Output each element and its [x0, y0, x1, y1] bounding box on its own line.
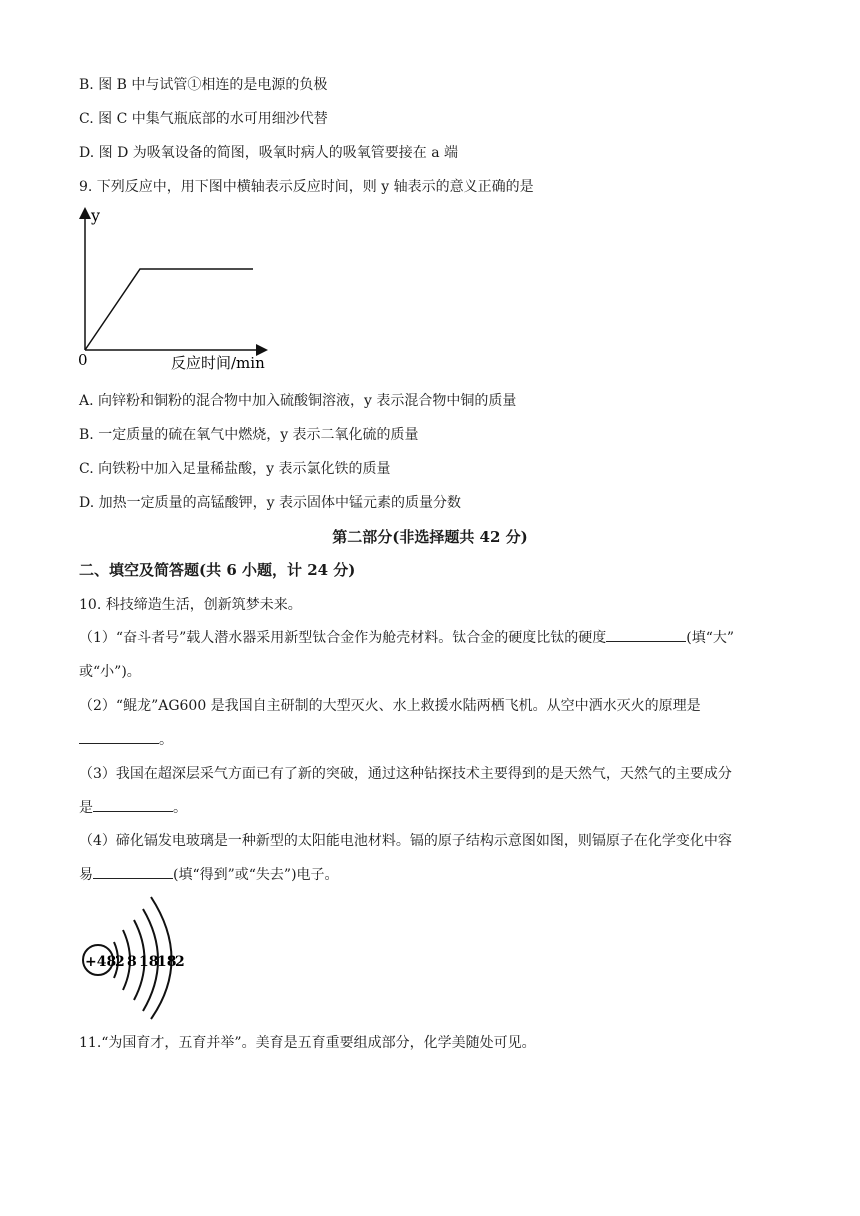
answer-blank-3[interactable]	[93, 799, 173, 812]
x-axis-label: 反应时间/min	[171, 354, 265, 372]
q8-option-d: D. 图 D 为吸氧设备的简图，吸氧时病人的吸氧管要接在 a 端	[79, 145, 458, 161]
nucleus-charge: +48	[85, 954, 117, 970]
q10-part2-answer-line	[79, 729, 173, 749]
answer-blank-4[interactable]	[93, 866, 173, 879]
shell-electrons-5: 2	[175, 954, 185, 970]
q10-part1-hint: (填“大”	[686, 630, 735, 646]
answer-blank-1[interactable]	[606, 629, 686, 642]
q9-option-d: D. 加热一定质量的高锰酸钾，y 表示固体中锰元素的质量分数	[79, 495, 461, 511]
section-heading: 二、填空及简答题(共 6 小题，计 24 分)	[79, 561, 356, 579]
q10-part4-before: 易	[79, 867, 93, 883]
shell-electrons-3: 18	[139, 954, 159, 970]
y-axis-label: y	[91, 206, 101, 225]
q8-option-b: B. 图 B 中与试管①相连的是电源的负极	[79, 77, 328, 93]
shell-electrons-4: 18	[157, 954, 177, 970]
q9-stem: 9. 下列反应中，用下图中横轴表示反应时间，则 y 轴表示的意义正确的是	[79, 179, 534, 195]
q10-part3: （3）我国在超深层采气方面已有了新的突破，通过这种钻探技术主要得到的是天然气，天然气的主要成分	[79, 766, 732, 782]
q10-part1-cont: 或“小”)。	[79, 664, 141, 680]
q10-part4: （4）碲化镉发电玻璃是一种新型的太阳能电池材料。镉的原子结构示意图如图，则镉原子在化学变化中容	[79, 833, 732, 849]
q11-stem: 11.“为国育才，五育并举”。美育是五育重要组成部分，化学美随处可见。	[79, 1035, 536, 1051]
q9-option-a: A. 向锌粉和铜粉的混合物中加入硫酸铜溶液，y 表示混合物中铜的质量	[79, 393, 517, 409]
answer-blank-2[interactable]	[79, 731, 159, 744]
q10-part2-end: 。	[159, 732, 173, 748]
q10-part4-after: (填“得到”或“失去”)电子。	[173, 867, 339, 883]
q10-part3-before: 是	[79, 800, 93, 816]
q10-part4-answer-line	[79, 864, 339, 884]
graph-curve	[85, 269, 253, 350]
q9-option-b: B. 一定质量的硫在氧气中燃烧，y 表示二氧化硫的质量	[79, 427, 419, 443]
part2-title: 第二部分(非选择题共 42 分)	[332, 528, 528, 546]
q9-graph	[70, 203, 290, 378]
q10-part1	[79, 627, 734, 647]
q10-part2: （2）“鲲龙”AG600 是我国自主研制的大型灭火、水上救援水陆两栖飞机。从空中洒水灭火的原理是	[79, 698, 701, 714]
q10-part3-answer-line	[79, 797, 187, 817]
q10-part1-text: （1）“奋斗者号”载人潜水器采用新型钛合金作为舱壳材料。钛合金的硬度比钛的硬度	[79, 630, 607, 646]
q10-part3-end: 。	[173, 800, 187, 816]
cadmium-atom-diagram	[76, 892, 196, 1020]
q9-option-c: C. 向铁粉中加入足量稀盐酸，y 表示氯化铁的质量	[79, 461, 391, 477]
q10-stem: 10. 科技缔造生活，创新筑梦未来。	[79, 597, 302, 613]
origin-label: 0	[78, 351, 88, 369]
shell-electrons-1: 2	[115, 954, 125, 970]
q8-option-c: C. 图 C 中集气瓶底部的水可用细沙代替	[79, 111, 328, 127]
shell-electrons-2: 8	[127, 954, 137, 970]
